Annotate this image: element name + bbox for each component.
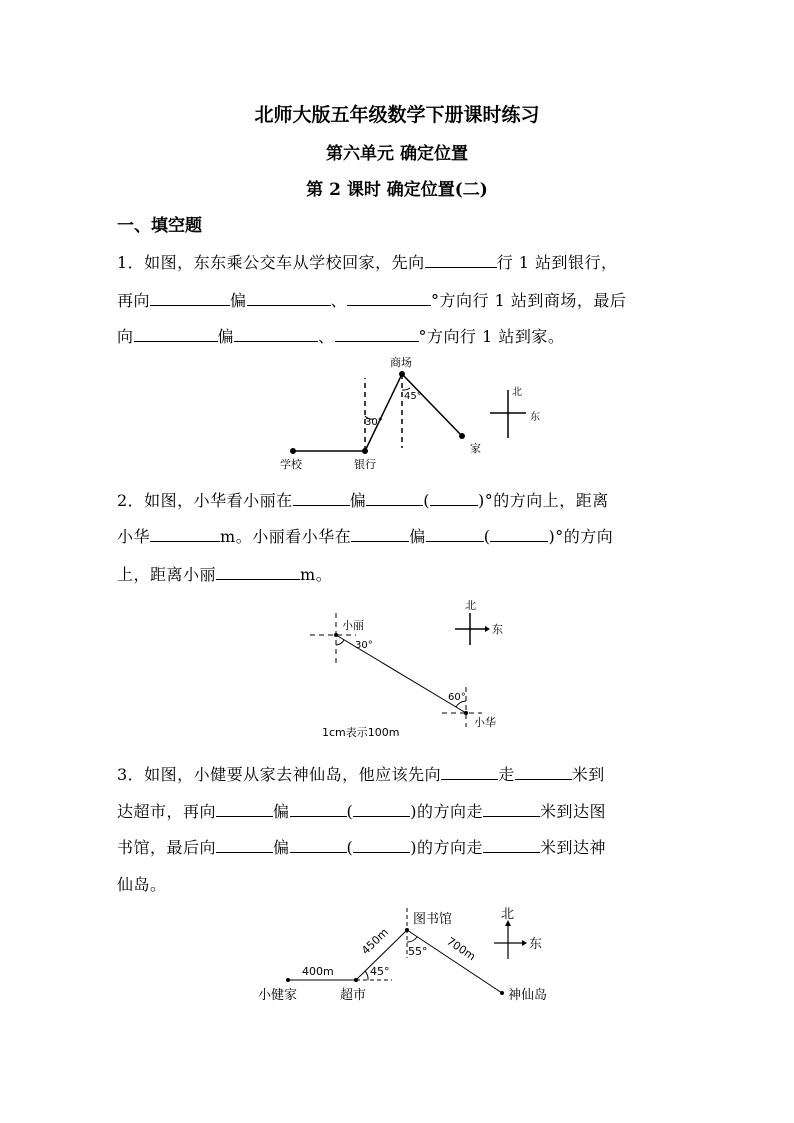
- q2-text: 偏: [409, 527, 426, 546]
- mall-point: [399, 371, 405, 377]
- xiaohua-label: 小华: [474, 716, 496, 729]
- east-label: 东: [529, 937, 543, 952]
- worksheet-title: 北师大版五年级数学下册课时练习: [254, 104, 540, 126]
- q2-blank-2[interactable]: [366, 488, 423, 506]
- angle-arc: [365, 971, 368, 980]
- scale-label: 1cm表示100m: [322, 726, 400, 739]
- q1-line-3: [117, 324, 677, 347]
- q1-text: 偏: [230, 291, 247, 310]
- q1-blank-5[interactable]: [134, 324, 218, 342]
- angle-arc: [402, 388, 410, 390]
- q3-text: 仙岛。: [117, 875, 167, 894]
- angle-45-label: 45°: [404, 391, 422, 402]
- q3-blank-2[interactable]: [515, 762, 572, 780]
- q2-blank-1[interactable]: [293, 488, 350, 506]
- route-bank-mall: [365, 374, 402, 451]
- q3-text: 走: [498, 765, 515, 784]
- market-point: [354, 978, 358, 982]
- school-label: 学校: [280, 458, 302, 471]
- q1-blank-3[interactable]: [247, 288, 331, 306]
- section-heading: 一、填空题: [117, 216, 202, 236]
- q3-blank-1[interactable]: [441, 762, 498, 780]
- home-label: 家: [470, 442, 481, 455]
- compass-icon: [494, 920, 527, 959]
- q2-text: m。小丽看小华在: [220, 527, 352, 546]
- q3-blank-7[interactable]: [216, 835, 273, 853]
- library-label: 图书馆: [413, 912, 453, 927]
- q3-text: 米到达神: [540, 838, 607, 857]
- school-point: [290, 448, 296, 454]
- q1-blank-6[interactable]: [234, 324, 318, 342]
- distance-450-label: 450m: [359, 925, 391, 958]
- north-label: 北: [501, 907, 515, 922]
- q2-line-1: [117, 488, 677, 511]
- q3-blank-5[interactable]: [353, 799, 410, 817]
- q2-blank-8[interactable]: [216, 562, 300, 580]
- market-label: 超市: [340, 988, 367, 1003]
- q3-blank-9[interactable]: [353, 835, 410, 853]
- q1-text: 行 1 站到银行，: [496, 253, 618, 272]
- q3-text: )的方向走: [410, 838, 484, 857]
- home-point: [459, 433, 465, 439]
- q1-blank-2[interactable]: [150, 288, 230, 306]
- q1-blank-4[interactable]: [347, 288, 431, 306]
- island-label: 神仙岛: [508, 988, 548, 1003]
- angle-30-label: 30°: [355, 640, 373, 651]
- north-label: 北: [512, 387, 522, 398]
- island-point: [500, 991, 504, 995]
- bank-label: 银行: [354, 458, 376, 471]
- q3-line-4: [117, 872, 677, 895]
- home-point: [286, 978, 290, 982]
- q3-blank-6[interactable]: [483, 799, 540, 817]
- q3-line-3: [117, 835, 677, 858]
- q2-blank-7[interactable]: [490, 524, 548, 542]
- q1-text: 偏: [217, 327, 235, 346]
- distance-700-label: 700m: [444, 934, 478, 964]
- q2-line-2: [117, 524, 677, 547]
- angle-60-label: 60°: [448, 692, 466, 703]
- q2-text: (: [423, 491, 430, 510]
- q2-text: 2．如图，小华看小丽在: [117, 491, 293, 510]
- q1-text: 1．如图，东东乘公交车从学校回家，先向: [117, 253, 425, 272]
- xiaohua-point: [464, 711, 468, 715]
- q2-text: )°的方向上，距离: [477, 491, 609, 510]
- angle-arc: [407, 937, 417, 942]
- q3-text: 书馆，最后向: [117, 838, 217, 857]
- q3-blank-3[interactable]: [216, 799, 273, 817]
- distance-400-label: 400m: [302, 965, 334, 978]
- q3-text: )的方向走: [410, 802, 484, 821]
- q1-blank-7[interactable]: [335, 324, 419, 342]
- q1-text: 再向: [117, 291, 151, 310]
- route-mall-home: [402, 374, 462, 436]
- library-point: [405, 928, 409, 932]
- q2-text: m。: [300, 565, 333, 584]
- unit-title: 第六单元 确定位置: [326, 144, 468, 164]
- q3-text: 米到: [571, 765, 605, 784]
- xiaoli-label: 小丽: [342, 619, 364, 632]
- q2-figure: [300, 595, 530, 745]
- east-label: 东: [530, 412, 540, 423]
- q3-text: (: [346, 802, 354, 821]
- q2-text: )°的方向: [548, 527, 614, 546]
- q3-text: (: [346, 838, 354, 857]
- q3-line-2: [117, 799, 677, 822]
- q2-line-3: [117, 562, 677, 585]
- q1-line-1: [117, 250, 677, 273]
- q3-blank-4[interactable]: [290, 799, 347, 817]
- mall-label: 商场: [390, 356, 412, 369]
- q3-figure: [250, 903, 570, 1013]
- angle-45-label: 45°: [370, 965, 390, 978]
- angle-55-label: 55°: [408, 945, 428, 958]
- q3-text: 偏: [273, 802, 290, 821]
- compass-icon: [455, 613, 490, 645]
- q3-blank-8[interactable]: [290, 835, 347, 853]
- q1-text: 向: [117, 327, 134, 346]
- q3-text: 米到达图: [540, 802, 607, 821]
- q1-text: 、: [330, 291, 348, 310]
- q3-text: 达超市，再向: [117, 802, 217, 821]
- north-label: 北: [465, 599, 476, 612]
- angle-30-label: 30°: [365, 417, 383, 428]
- q3-text: 3．如图，小健要从家去神仙岛，他应该先向: [117, 765, 442, 784]
- q1-text: °方向行 1 站到家。: [418, 327, 565, 346]
- q3-line-1: [117, 762, 677, 785]
- q2-text: 小华: [117, 527, 151, 546]
- bank-point: [362, 448, 368, 454]
- q2-blank-5[interactable]: [351, 524, 409, 542]
- lesson-title: 第 2 课时 确定位置(二): [306, 180, 488, 200]
- q1-text: 、: [318, 327, 335, 346]
- q2-text: 偏: [349, 491, 367, 510]
- angle-arc: [336, 640, 344, 645]
- q1-text: °方向行 1 站到商场，最后: [431, 291, 627, 310]
- home-label: 小健家: [258, 988, 298, 1003]
- q2-blank-3[interactable]: [430, 488, 478, 506]
- east-label: 东: [492, 623, 503, 636]
- q1-blank-1[interactable]: [425, 250, 497, 268]
- q1-line-2: [117, 288, 677, 311]
- q2-blank-4[interactable]: [150, 524, 220, 542]
- q2-text: (: [483, 527, 491, 546]
- q3-text: 偏: [273, 838, 290, 857]
- q1-figure: [270, 352, 560, 477]
- q3-blank-10[interactable]: [483, 835, 540, 853]
- xiaoli-point: [334, 633, 338, 637]
- q2-text: 上，距离小丽: [117, 565, 217, 584]
- q2-blank-6[interactable]: [426, 524, 484, 542]
